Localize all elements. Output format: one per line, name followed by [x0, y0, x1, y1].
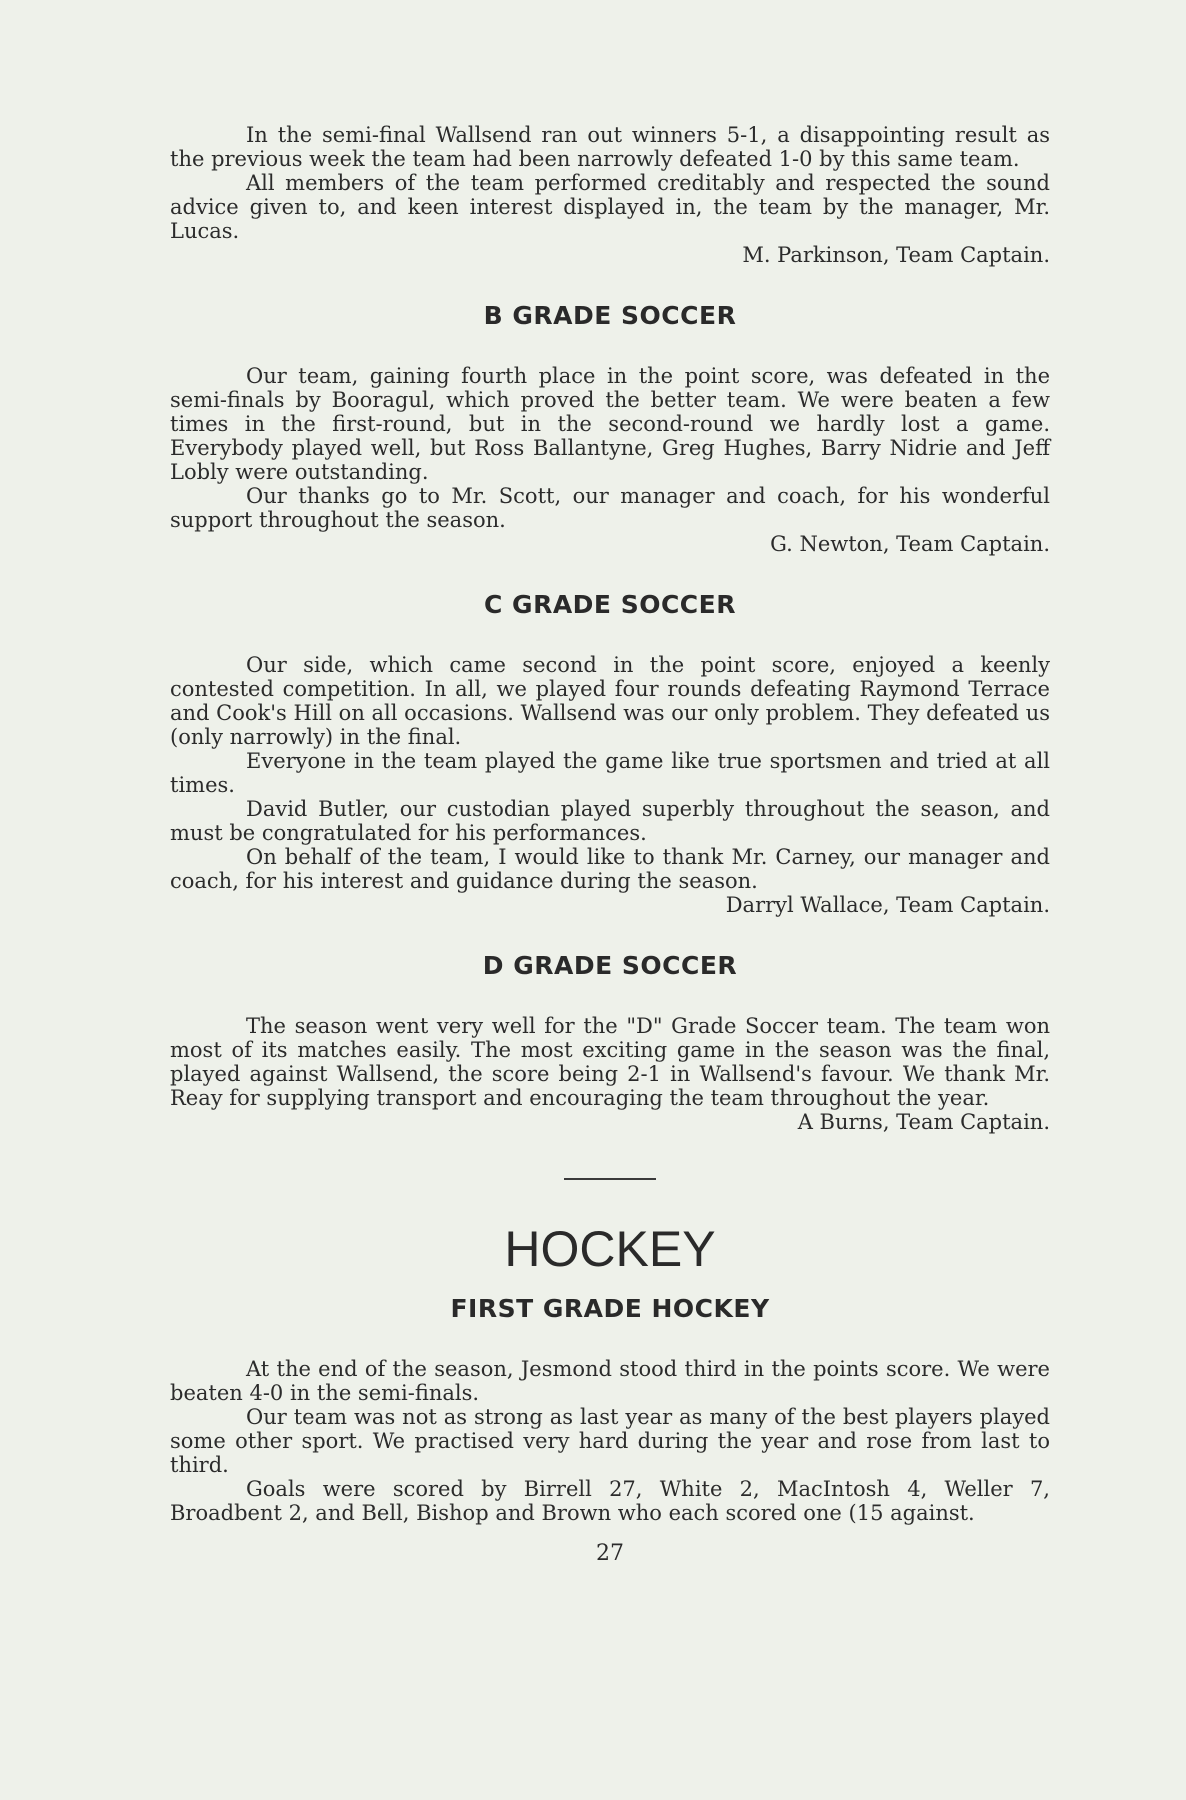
- intro-paragraph-1: In the semi-final Wallsend ran out winners 5-1, a disappointing result as the previous week the team had been narrowly defeated 1-0 by this same team.: [170, 123, 1050, 171]
- hockey-paragraph-1: At the end of the season, Jesmond stood third in the points score. We were beaten 4-0 in the semi-finals.: [170, 1357, 1050, 1405]
- b-grade-paragraph-1: Our team, gaining fourth place in the point score, was defeated in the semi-finals by Booragul, which proved the better team. We were beaten a few times in the first-round, but in the second-round we hardly lost a game. Everybody played well, but Ross Ballantyne, Greg Hughes, Barry Nidrie and Jeff Lobly were outstanding.: [170, 364, 1050, 484]
- c-grade-paragraph-1: Our side, which came second in the point score, enjoyed a keenly contested competition. In all, we played four rounds defeating Raymond Terrace and Cook's Hill on all occasions. Wallsend was our only problem. They defeated us (only narrowly) in the final.: [170, 653, 1050, 749]
- intro-signature: M. Parkinson, Team Captain.: [742, 243, 1050, 267]
- d-grade-paragraph-1: The season went very well for the "D" Grade Soccer team. The team won most of its matches easily. The most exciting game in the season was the final, played against Wallsend, the score being 2-1 in Wallsend's favour. We thank Mr. Reay for supplying transport and encouraging the team throughout the year.: [170, 1014, 1050, 1110]
- c-grade-paragraph-3: David Butler, our custodian played superbly throughout the season, and must be congratulated for his performances.: [170, 797, 1050, 845]
- hockey-paragraph-3: Goals were scored by Birrell 27, White 2, MacIntosh 4, Weller 7, Broadbent 2, and Bell, Bishop and Brown who each scored one (15 against.: [170, 1477, 1050, 1525]
- intro-section: [170, 123, 1050, 267]
- c-grade-heading: C GRADE SOCCER: [484, 590, 736, 619]
- d-grade-signature: A Burns, Team Captain.: [797, 1110, 1050, 1134]
- c-grade-paragraph-2: Everyone in the team played the game like true sportsmen and tried at all times.: [170, 749, 1050, 797]
- hockey-section: [170, 1220, 1050, 1525]
- hockey-paragraph-2: Our team was not as strong as last year as many of the best players played some other sport. We practised very hard during the year and rose from last to third.: [170, 1405, 1050, 1477]
- c-grade-signature: Darryl Wallace, Team Captain.: [725, 893, 1050, 917]
- intro-paragraph-2: All members of the team performed creditably and respected the sound advice given to, and keen interest displayed in, the team by the manager, Mr. Lucas.: [170, 171, 1050, 243]
- section-divider: [564, 1178, 656, 1180]
- first-grade-hockey-heading: FIRST GRADE HOCKEY: [450, 1294, 770, 1323]
- b-grade-heading: B GRADE SOCCER: [483, 301, 737, 330]
- b-grade-paragraph-2: Our thanks go to Mr. Scott, our manager and coach, for his wonderful support throughout the season.: [170, 484, 1050, 532]
- hockey-title: HOCKEY: [504, 1221, 716, 1277]
- c-grade-paragraph-4: On behalf of the team, I would like to thank Mr. Carney, our manager and coach, for his interest and guidance during the season.: [170, 845, 1050, 893]
- page-content: [170, 123, 1050, 1566]
- c-grade-section: [170, 590, 1050, 917]
- b-grade-section: [170, 301, 1050, 556]
- d-grade-section: [170, 951, 1050, 1134]
- b-grade-signature: G. Newton, Team Captain.: [770, 532, 1050, 556]
- d-grade-heading: D GRADE SOCCER: [482, 951, 738, 980]
- page-number: 27: [596, 1541, 624, 1566]
